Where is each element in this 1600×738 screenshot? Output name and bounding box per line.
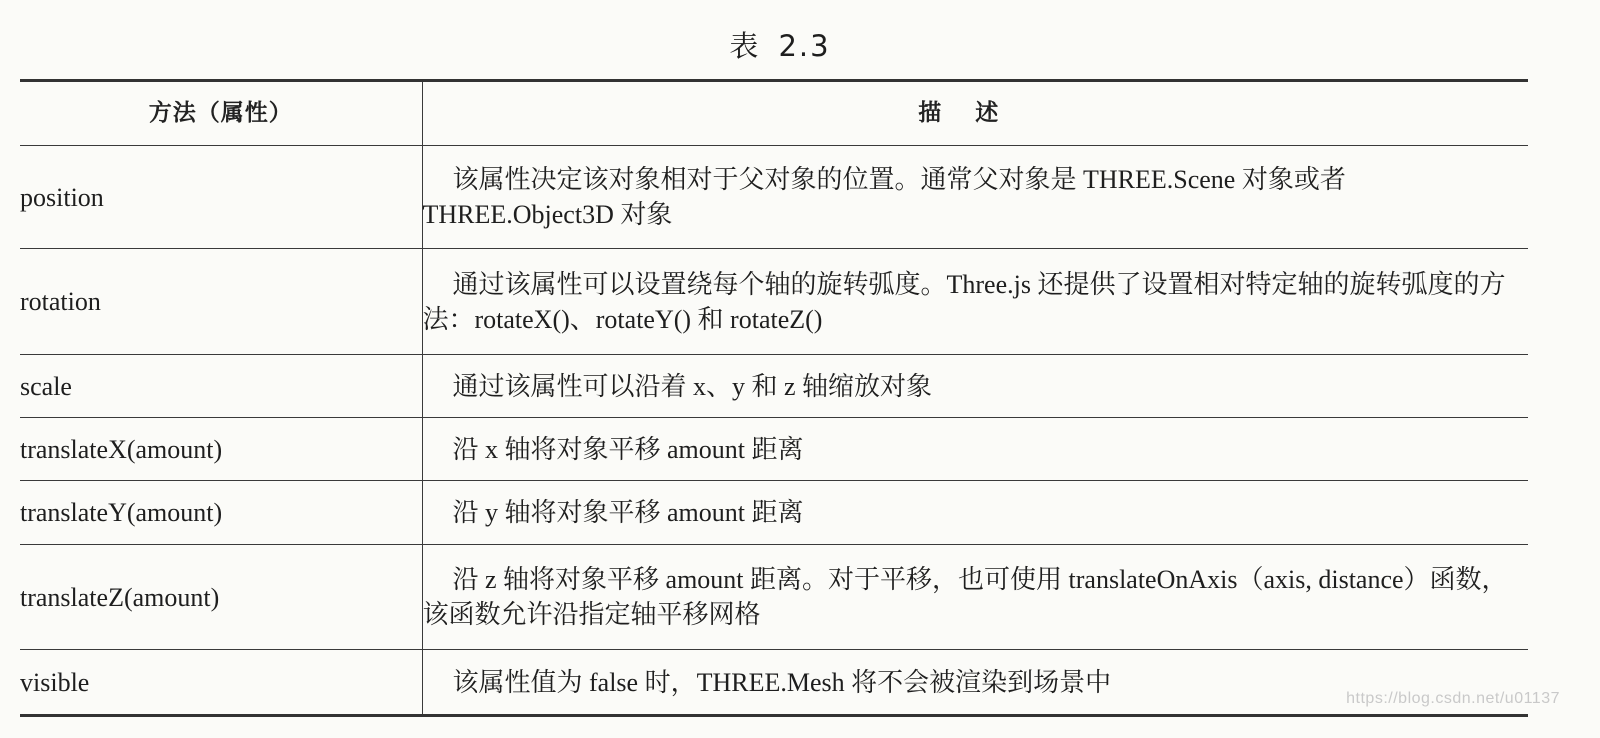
table-row bbox=[20, 545, 1528, 650]
description-text: 通过该属性可以沿着 x、y 和 z 轴缩放对象 bbox=[452, 371, 933, 401]
caption-number: 2.3 bbox=[778, 29, 831, 63]
description-text: 该属性决定该对象相对于父对象的位置。通常父对象是 THREE.Scene 对象或者 THREE.Object3D 对象 bbox=[422, 165, 1346, 229]
table-header-row bbox=[20, 81, 1528, 146]
table-row bbox=[20, 418, 1528, 481]
table-row bbox=[20, 650, 1528, 716]
description-text: 通过该属性可以设置绕每个轴的旋转弧度。Three.js 还提供了设置相对特定轴的旋转弧度的方法：rotateX()、rotateY() 和 rotateZ() bbox=[422, 269, 1506, 334]
method-description bbox=[422, 249, 1528, 355]
method-name: position bbox=[20, 146, 422, 249]
description-text: 沿 x 轴将对象平移 amount 距离 bbox=[452, 434, 804, 464]
description-text: 沿 y 轴将对象平移 amount 距离 bbox=[452, 498, 804, 527]
description-text: 沿 z 轴将对象平移 amount 距离。对于平移，也可使用 translateOnAxis（axis, distance）函数，该函数允许沿指定轴平移网格 bbox=[422, 565, 1508, 629]
description-text: 该属性值为 false 时，THREE.Mesh 将不会被渲染到场景中 bbox=[452, 667, 1112, 697]
method-description bbox=[422, 418, 1528, 481]
table-row bbox=[20, 481, 1528, 545]
method-description bbox=[422, 355, 1528, 418]
table-row bbox=[20, 355, 1528, 418]
method-description bbox=[422, 146, 1528, 249]
method-name: scale bbox=[20, 355, 422, 418]
method-description bbox=[422, 545, 1528, 650]
method-name: visible bbox=[20, 667, 90, 697]
header-description: 描述 bbox=[422, 81, 1528, 146]
method-name: translateX(amount) bbox=[20, 418, 422, 481]
method-name: translateY(amount) bbox=[20, 481, 422, 545]
watermark: https://blog.csdn.net/u01137 bbox=[1346, 690, 1560, 707]
method-name: translateZ(amount) bbox=[20, 545, 422, 650]
table-caption bbox=[0, 24, 1560, 65]
method-name: rotation bbox=[20, 249, 422, 355]
methods-table bbox=[20, 79, 1528, 717]
table-row bbox=[20, 249, 1528, 355]
method-description bbox=[422, 481, 1528, 545]
header-method: 方法（属性） bbox=[20, 81, 422, 146]
table-row bbox=[20, 146, 1528, 249]
caption-label: 表 bbox=[729, 29, 761, 63]
